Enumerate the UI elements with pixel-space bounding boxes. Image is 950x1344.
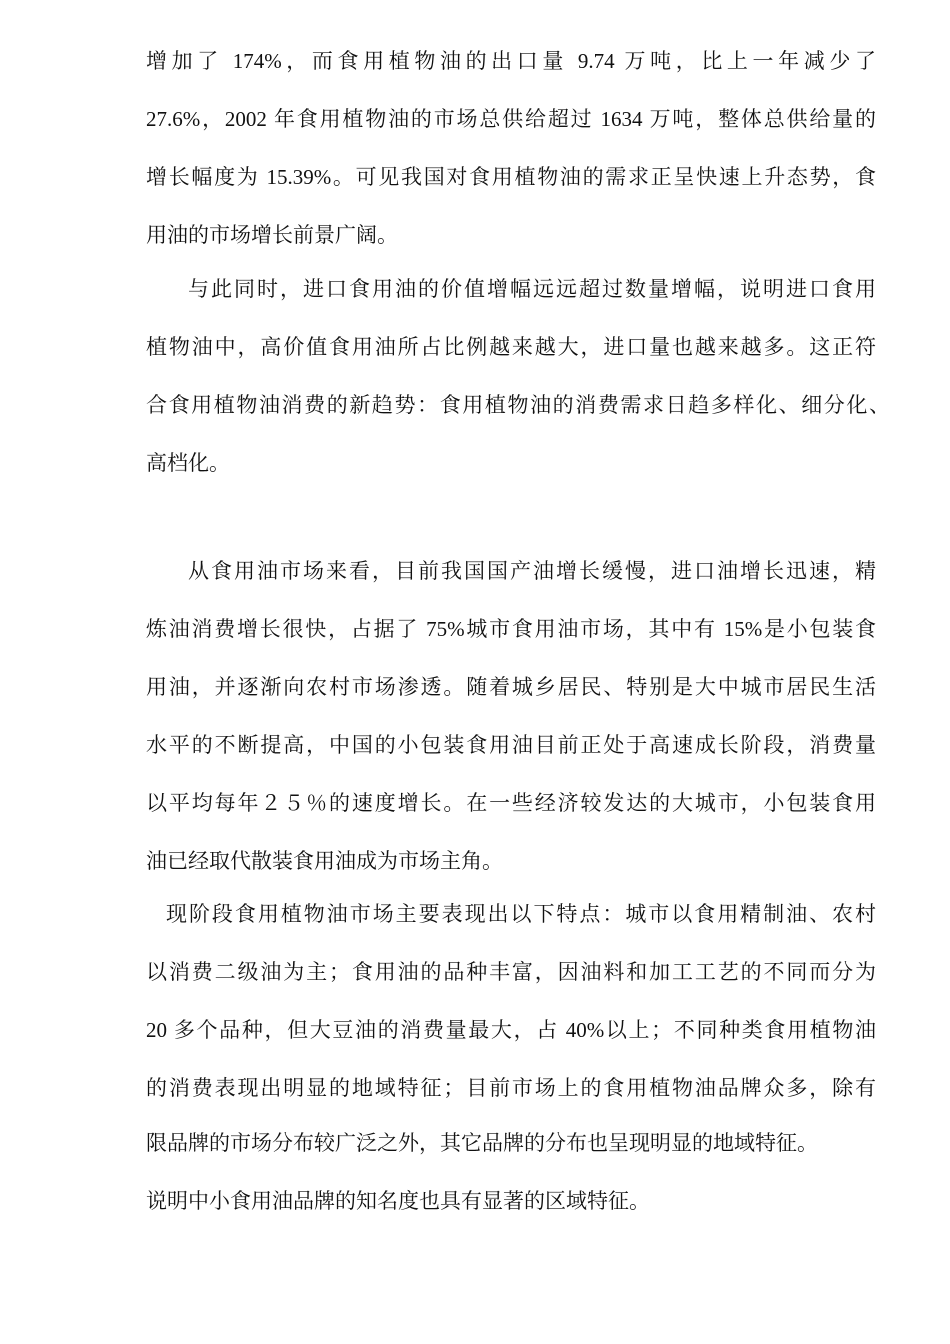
p4-line-4: 的消费表现出明显的地域特征；目前市场上的食用植物油品牌众多，除有: [146, 1076, 876, 1100]
p3-line-3: 用油，并逐渐向农村市场渗透。随着城乡居民、特别是大中城市居民生活: [146, 675, 876, 699]
p2-line-3: 合食用植物油消费的新趋势：食用植物油的消费需求日趋多样化、细分化、: [146, 393, 890, 417]
p4-line-2: 以消费二级油为主；食用油的品种丰富，因油料和加工工艺的不同而分为: [146, 960, 876, 984]
p3-line-2: 炼油消费增长很快，占据了 75%城市食用油市场，其中有 15%是小包装食: [146, 617, 876, 641]
p1-line-1: 增加了 174%，而食用植物油的出口量 9.74 万吨，比上一年减少了: [146, 49, 876, 73]
p3-line-6: 油已经取代散装食用油成为市场主角。: [146, 849, 503, 873]
p2-line-1: 与此同时，进口食用油的价值增幅远远超过数量增幅，说明进口食用: [188, 277, 876, 301]
p1-line-3: 增长幅度为 15.39%。可见我国对食用植物油的需求正呈快速上升态势，食: [146, 165, 876, 189]
p1-line-2: 27.6%，2002 年食用植物油的市场总供给超过 1634 万吨，整体总供给量的: [146, 107, 876, 131]
p3-line-1: 从食用油市场来看，目前我国国产油增长缓慢，进口油增长迅速，精: [188, 559, 876, 583]
p1-line-4: 用油的市场增长前景广阔。: [146, 223, 398, 247]
p2-line-4: 高档化。: [146, 451, 230, 475]
p3-line-4: 水平的不断提高，中国的小包装食用油目前正处于高速成长阶段，消费量: [146, 733, 876, 757]
p4-line-1: 现阶段食用植物油市场主要表现出以下特点：城市以食用精制油、农村: [166, 902, 876, 926]
p4-line-5: 限品牌的市场分布较广泛之外，其它品牌的分布也呈现明显的地域特征。: [146, 1131, 818, 1155]
p4-line-6: 说明中小食用油品牌的知名度也具有显著的区域特征。: [146, 1189, 650, 1213]
p4-line-3: 20 多个品种，但大豆油的消费量最大，占 40%以上；不同种类食用植物油: [146, 1018, 876, 1042]
p2-line-2: 植物油中，高价值食用油所占比例越来越大，进口量也越来越多。这正符: [146, 335, 876, 359]
p3-line-5: 以平均每年２５％的速度增长。在一些经济较发达的大城市，小包装食用: [146, 791, 876, 815]
